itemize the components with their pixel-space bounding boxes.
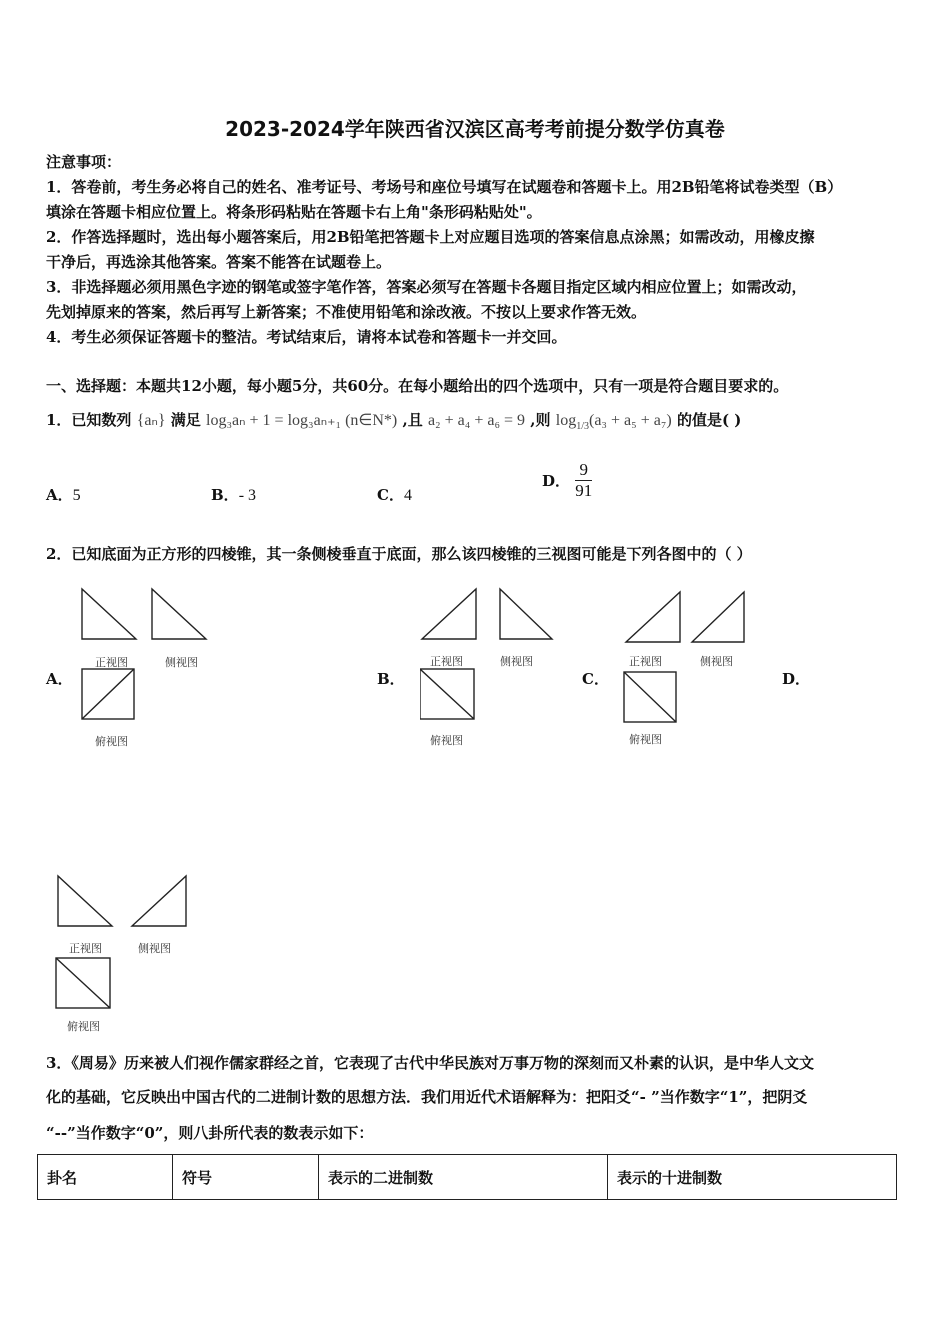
option-value: 4 [403, 487, 412, 504]
front-view-triangle [58, 876, 112, 926]
q1-log-base-num: 1 [576, 421, 582, 433]
top-view-label: 俯视图 [629, 733, 662, 746]
question-3-line: 化的基础，它反映出中国古代的二进制计数的思想方法．我们用近代术语解释为：把阳爻“- ”当作数字“1”，把阴爻 [46, 1088, 808, 1106]
fraction-denominator: 91 [575, 481, 593, 500]
q1-suffix: 的值是( ) [676, 411, 742, 429]
q1-mid3: ,则 [530, 411, 551, 429]
q2-option-a[interactable]: A． [46, 670, 73, 688]
fraction [575, 460, 592, 501]
top-view-label: 俯视图 [430, 734, 463, 747]
side-view-triangle [132, 876, 186, 926]
question-3-line: “--”当作数字“0”，则八卦所代表的数表示如下： [46, 1124, 374, 1142]
q1-sequence: {aₙ} [136, 412, 166, 429]
front-view-label: 正视图 [629, 655, 662, 668]
q2-option-c[interactable]: C． [582, 670, 609, 688]
side-view-label: 侧视图 [165, 656, 198, 669]
front-view-triangle [82, 589, 136, 639]
notice-line: 1．答卷前，考生务必将自己的姓名、准考证号、考场号和座位号填写在试题卷和答题卡上。用2B铅笔将试卷类型（B） [46, 178, 843, 196]
q1-log-base-den: 3 [583, 421, 589, 433]
q1-option-a[interactable] [46, 484, 81, 505]
top-view-diagonal [420, 669, 474, 719]
front-view-triangle [422, 589, 476, 639]
front-view-label: 正视图 [430, 655, 463, 668]
q1-log-arg: (a₃ + a₅ + a₇) [588, 412, 672, 429]
side-view-triangle [500, 589, 552, 639]
page-title: 2023-2024学年陕西省汉滨区高考考前提分数学仿真卷 [225, 117, 725, 141]
side-view-triangle [152, 589, 206, 639]
table-header-cell: 表示的二进制数 [319, 1155, 608, 1200]
q1-option-d[interactable] [542, 460, 592, 501]
q1-sum: a₂ + a₄ + a₆ = 9 [427, 412, 526, 429]
q1-option-b[interactable] [211, 484, 256, 505]
option-value: - 3 [238, 487, 257, 504]
question-3-line: 3．《周易》历来被人们视作儒家群经之首，它表现了古代中华民族对万事万物的深刻而又朴素的认识，是中华人文文 [46, 1054, 814, 1072]
q1-log: $\log_{1/3}(a_3 + a_5 + a_7)$ [555, 412, 672, 433]
notice-line: 4．考生必须保证答题卡的整洁。考试结束后，请将本试卷和答题卡一并交回。 [46, 328, 567, 346]
q1-condition: log₃aₙ + 1 = log₃aₙ₊₁ (n∈N*) [206, 412, 398, 429]
table-header-cell: 卦名 [38, 1155, 173, 1200]
fraction-numerator: 9 [575, 460, 592, 481]
q1-mid2: ,且 [402, 411, 423, 429]
q2-option-d[interactable]: D． [782, 670, 811, 688]
table-header-cell: 符号 [173, 1155, 319, 1200]
question-1 [46, 408, 906, 439]
side-view-label: 侧视图 [500, 655, 533, 668]
option-label: B． [211, 486, 239, 504]
q1-log-word: log [555, 412, 577, 429]
notice-line: 先划掉原来的答案，然后再写上新答案；不准使用铅笔和涂改液。不按以上要求作答无效。 [46, 303, 647, 321]
table-header-row [38, 1155, 897, 1200]
q2-option-b[interactable]: B． [377, 670, 405, 688]
option-label: C． [377, 486, 404, 504]
q2-option-c-figure [622, 588, 752, 753]
option-label: A． [46, 486, 73, 504]
side-view-label: 侧视图 [700, 655, 733, 668]
side-view-triangle [692, 592, 744, 642]
top-view-diagonal [82, 669, 134, 719]
q1-option-c[interactable] [377, 484, 412, 505]
top-view-diagonal [56, 958, 110, 1008]
question-2: 2．已知底面为正方形的四棱锥，其一条侧棱垂直于底面，那么该四棱锥的三视图可能是下列各图中的（ ） [46, 545, 752, 563]
q1-mid1: 满足 [170, 411, 201, 429]
top-view-diagonal [624, 672, 676, 722]
bagua-table [37, 1154, 897, 1200]
notice-line: 3．非选择题必须用黑色字迹的钢笔或签字笔作答，答案必须写在答题卡各题目指定区域内相应位置上；如需改动， [46, 278, 807, 296]
table-header-cell: 表示的十进制数 [608, 1155, 897, 1200]
option-value: 5 [72, 487, 81, 504]
section-heading: 一、选择题：本题共12小题，每小题5分，共60分。在每小题给出的四个选项中，只有一项是符合题目要求的。 [46, 377, 789, 395]
notice-heading: 注意事项： [46, 153, 122, 171]
top-view-label: 俯视图 [67, 1020, 100, 1033]
q1-prefix: 1．已知数列 [46, 411, 132, 429]
notice-line: 填涂在答题卡相应位置上。将条形码粘贴在答题卡右上角"条形码粘贴处"。 [46, 203, 542, 221]
front-view-triangle [626, 592, 680, 642]
side-view-label: 侧视图 [138, 942, 171, 955]
top-view-label: 俯视图 [95, 735, 128, 748]
front-view-label: 正视图 [69, 942, 102, 955]
notice-line: 干净后，再选涂其他答案。答案不能答在试题卷上。 [46, 253, 392, 271]
option-label: D． [542, 472, 571, 490]
notice-line: 2．作答选择题时，选出每小题答案后，用2B铅笔把答题卡上对应题目选项的答案信息点涂黑；如需改动，用橡皮擦 [46, 228, 815, 246]
front-view-label: 正视图 [95, 656, 128, 669]
